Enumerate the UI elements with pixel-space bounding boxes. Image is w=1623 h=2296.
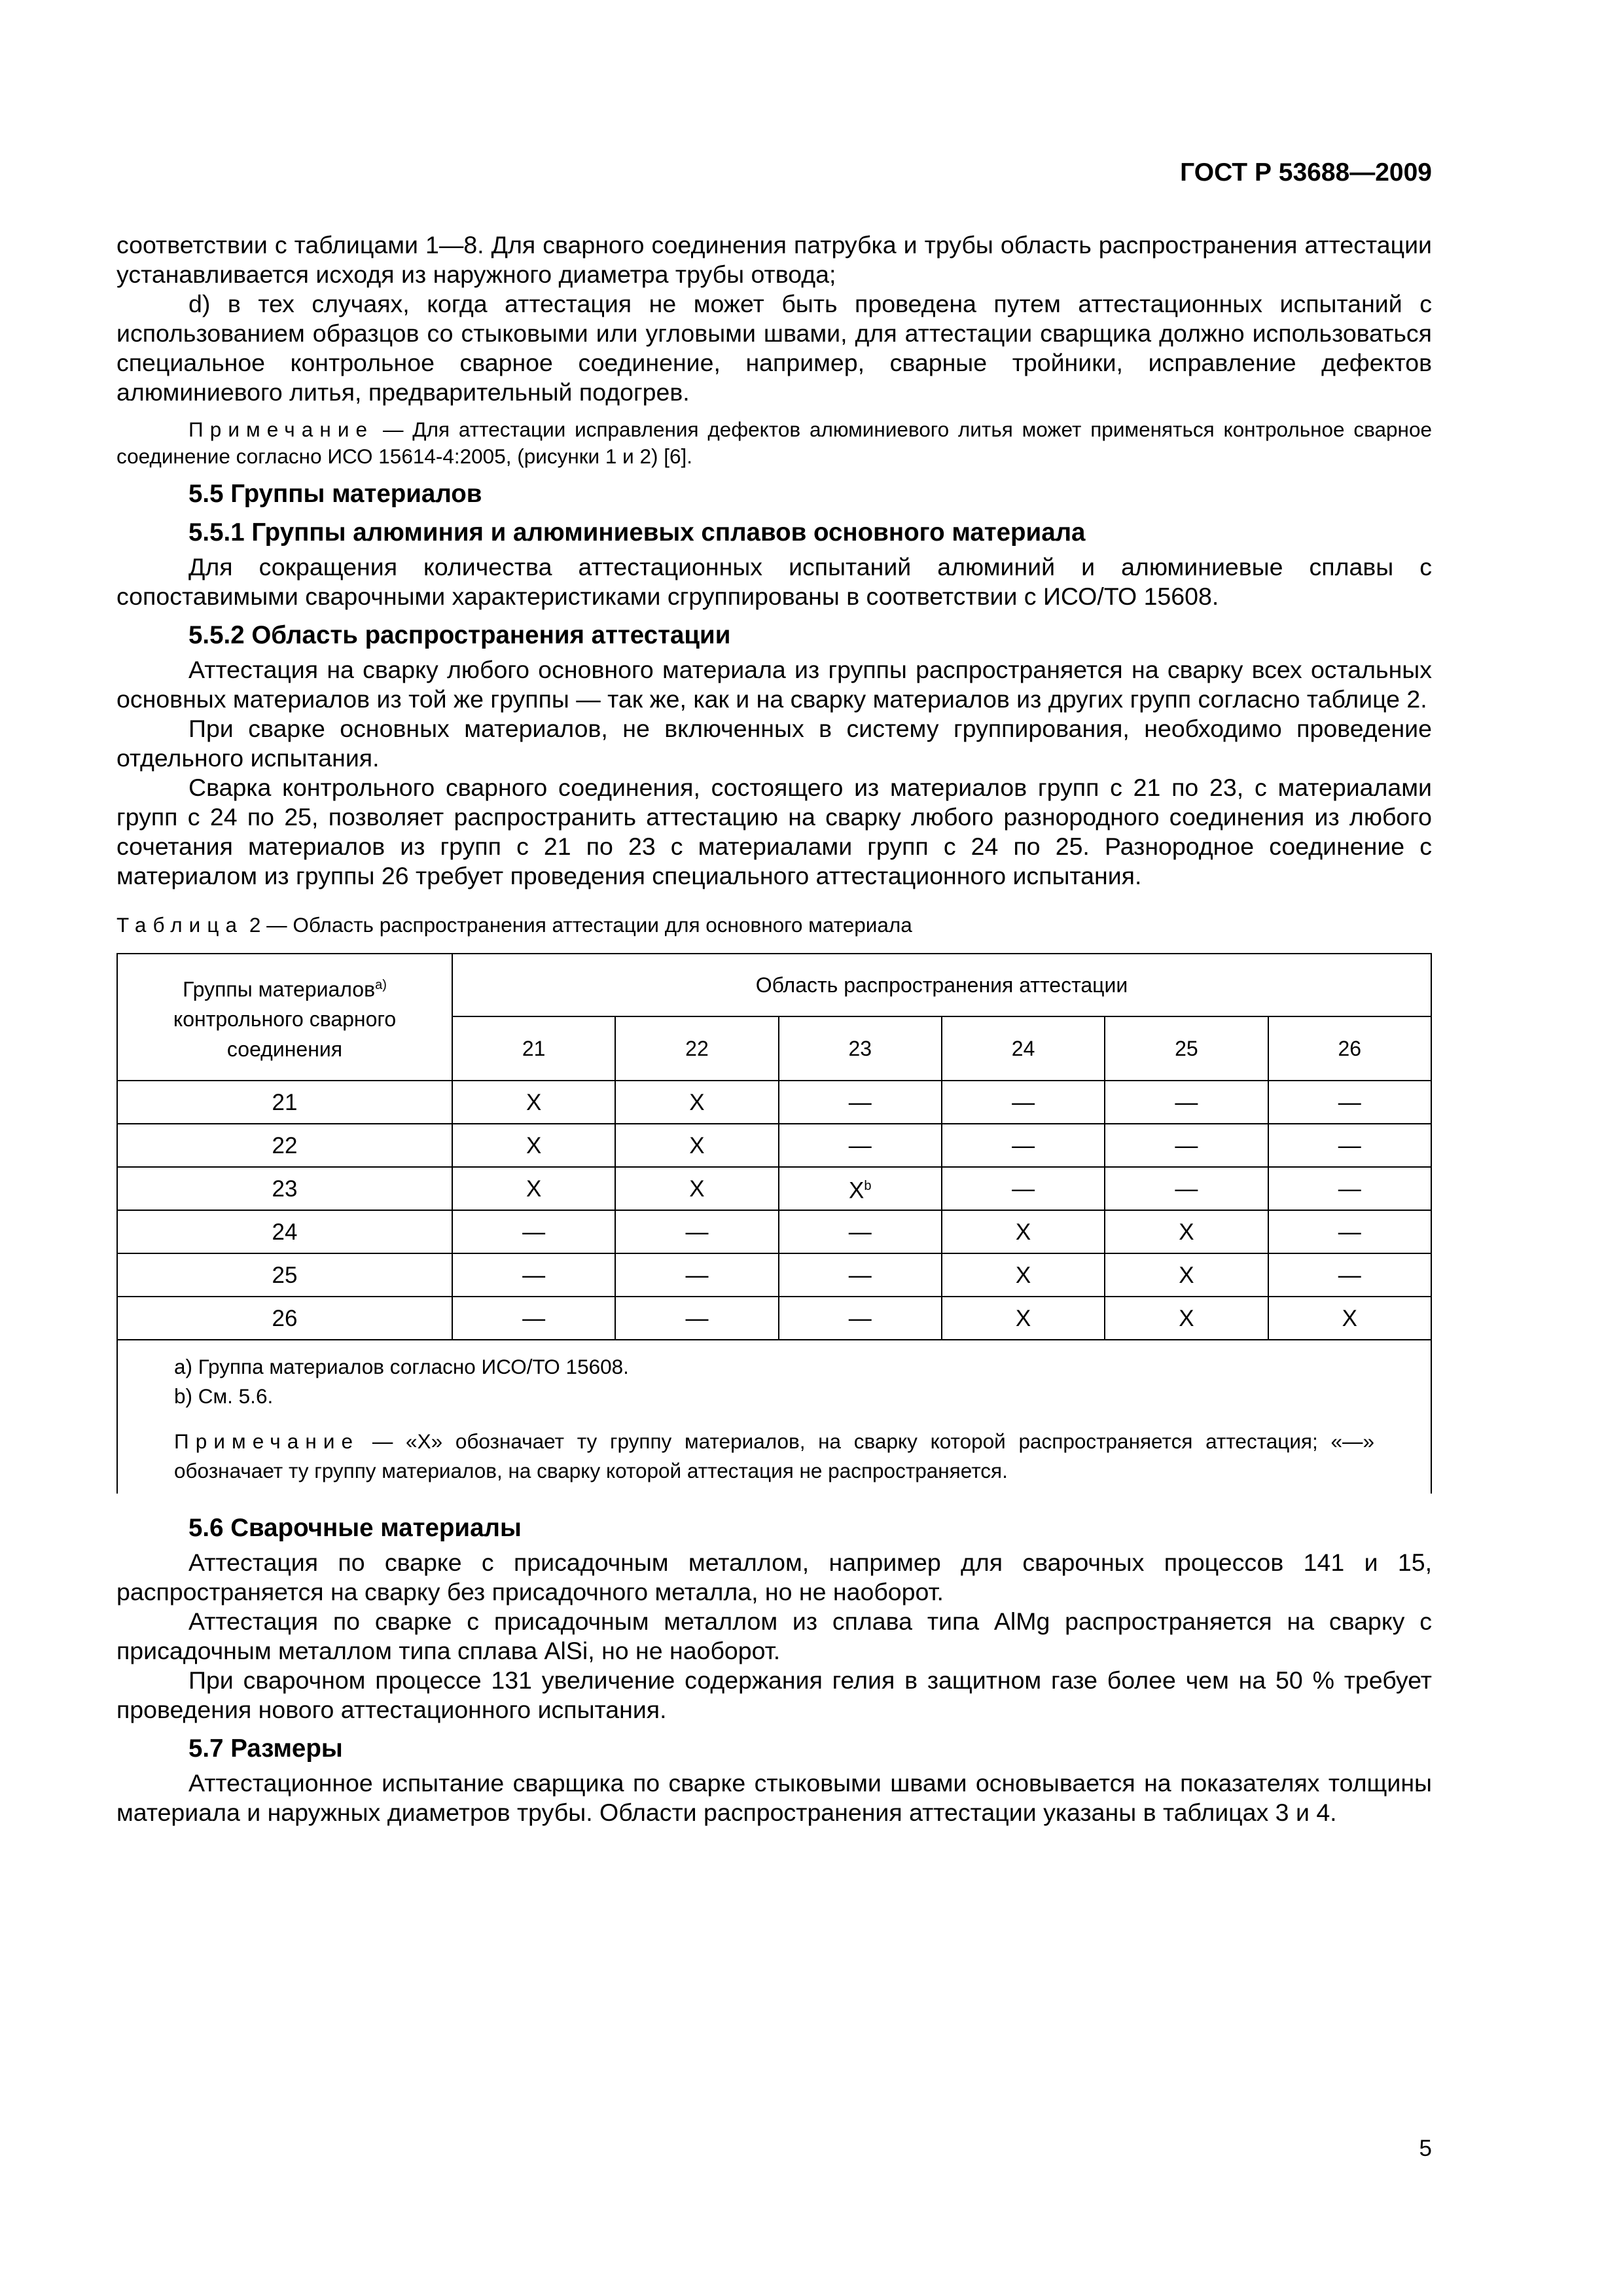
table-cell: — xyxy=(942,1124,1105,1167)
table-cell: X xyxy=(1105,1297,1268,1340)
table-cell: — xyxy=(779,1253,942,1297)
table-note xyxy=(174,1427,1374,1486)
column-header: 26 xyxy=(1268,1016,1431,1081)
table-cell: $X^b$ xyxy=(779,1167,942,1210)
table-cell: — xyxy=(1105,1124,1268,1167)
table-row xyxy=(117,1297,1431,1340)
table-cell: — xyxy=(1105,1167,1268,1210)
page-number: 5 xyxy=(1419,2136,1432,2161)
table-cell: — xyxy=(1268,1081,1431,1124)
section-heading: 5.5.1 Группы алюминия и алюминиевых сплавов основного материала xyxy=(188,518,1086,547)
table-label: Таблица xyxy=(116,913,244,937)
table-cell: 22 xyxy=(117,1124,452,1167)
table-cell: X xyxy=(615,1167,778,1210)
table-cell: — xyxy=(1268,1253,1431,1297)
paragraph: При сварочном процессе 131 увеличение содержания гелия в защитном газе более чем на 50 % требует проведения нового аттестационного испытания. xyxy=(116,1666,1432,1723)
footnote-b: b) См. 5.6. xyxy=(174,1384,274,1408)
column-header-range: Область распространения аттестации xyxy=(452,954,1431,1016)
note xyxy=(116,416,1432,470)
table-row xyxy=(117,1210,1431,1253)
paragraph: Аттестация по сварке с присадочным металлом из сплава типа AlMg распространяется на сварку с присадочным металлом типа сплава AlSi, но не наоборот. xyxy=(116,1607,1432,1664)
table-cell: X xyxy=(942,1253,1105,1297)
table-title: 2 — Область распространения аттестации для основного материала xyxy=(243,913,912,937)
table-cell: X xyxy=(452,1081,615,1124)
table-cell: — xyxy=(1268,1167,1431,1210)
document-id: ГОСТ Р 53688—2009 xyxy=(1180,158,1432,187)
table-cell: — xyxy=(942,1167,1105,1210)
column-header: 22 xyxy=(615,1016,778,1081)
table-cell: X xyxy=(942,1210,1105,1253)
table-cell: — xyxy=(942,1081,1105,1124)
table-row xyxy=(117,1167,1431,1210)
qualification-table xyxy=(116,953,1432,1494)
table-cell: X xyxy=(615,1124,778,1167)
paragraph: Сварка контрольного сварного соединения, состоящего из материалов групп с 21 по 23, с материалами групп с 24 по 25, позволяет распространить аттестацию на сварку любого разнородного соединения из любого сочетания материалов из групп с 21 по 23 с материалами групп с 24 по 25. Разнородное соединение с материалом из группы 26 требует проведения специального аттестационного испытания. xyxy=(116,774,1432,889)
paragraph: d) в тех случаях, когда аттестация не может быть проведена путем аттестационных испытаний с использованием образцов со стыковыми или угловыми швами, для аттестации сварщика должно использоваться специальное контрольное сварное соединение, например, сварные тройники, исправление дефектов алюминиевого литья, предварительный подогрев. xyxy=(116,290,1432,406)
table-cell: X xyxy=(452,1124,615,1167)
column-header: 25 xyxy=(1105,1016,1268,1081)
paragraph: соответствии с таблицами 1—8. Для сварного соединения патрубка и трубы область распространения аттестации устанавливается исходя из наружного диаметра трубы отвода; xyxy=(116,231,1432,288)
column-header: 23 xyxy=(779,1016,942,1081)
table-cell: — xyxy=(452,1297,615,1340)
table-cell: X xyxy=(1105,1210,1268,1253)
table-cell: X xyxy=(615,1081,778,1124)
table-cell: — xyxy=(779,1210,942,1253)
note-text: — Для аттестации исправления дефектов алюминиевого литья может применяться контрольное сварное соединение согласно ИСО 15614-4:2005, (рисунки 1 и 2) [6]. xyxy=(116,418,1432,468)
paragraph: Аттестация на сварку любого основного материала из группы распространяется на сварку всех остальных основных материалов из той же группы — так же, как и на сварку материалов из других групп согласно таблице 2. xyxy=(116,656,1432,713)
table-note-text: — «X» обозначает ту группу материалов, на сварку которой распространяется аттестация; «—» обозначает ту группу материалов, на сварку которой аттестация не распространяется. xyxy=(174,1429,1374,1482)
page-content xyxy=(116,230,1432,1827)
column-header-groups: Группы материалов$^{a)}$ контрольного сварного соединения xyxy=(117,954,452,1081)
table-cell: — xyxy=(779,1124,942,1167)
column-header: 21 xyxy=(452,1016,615,1081)
table-cell: — xyxy=(452,1253,615,1297)
paragraph: Аттестационное испытание сварщика по сварке стыковыми швами основывается на показателях толщины материала и наружных диаметров трубы. Области распространения аттестации указаны в таблицах 3 и 4. xyxy=(116,1769,1432,1826)
section-heading: 5.7 Размеры xyxy=(188,1734,343,1763)
table-cell: — xyxy=(615,1253,778,1297)
table-cell: X xyxy=(1105,1253,1268,1297)
table-cell: — xyxy=(779,1081,942,1124)
table-cell: — xyxy=(615,1297,778,1340)
table-cell: X xyxy=(1268,1297,1431,1340)
table-cell: — xyxy=(1268,1124,1431,1167)
footnote-a: a) Группа материалов согласно ИСО/ТО 15608. xyxy=(174,1355,629,1378)
table-cell: 26 xyxy=(117,1297,452,1340)
table-cell: X xyxy=(452,1167,615,1210)
table-note-label: Примечание xyxy=(174,1429,360,1453)
table-caption xyxy=(116,910,1432,940)
table-footnotes xyxy=(117,1340,1431,1494)
table-cell: 21 xyxy=(117,1081,452,1124)
table-cell: 25 xyxy=(117,1253,452,1297)
paragraph: Для сокращения количества аттестационных испытаний алюминий и алюминиевые сплавы с сопоставимыми сварочными характеристиками сгруппированы в соответствии с ИСО/ТО 15608. xyxy=(116,553,1432,610)
paragraph: При сварке основных материалов, не включенных в систему группирования, необходимо проведение отдельного испытания. xyxy=(116,715,1432,772)
section-heading: 5.6 Сварочные материалы xyxy=(188,1514,522,1542)
table-cell: — xyxy=(615,1210,778,1253)
table-row xyxy=(117,1124,1431,1167)
table-cell: — xyxy=(779,1297,942,1340)
table-cell: — xyxy=(452,1210,615,1253)
table-cell: — xyxy=(1268,1210,1431,1253)
table-cell: — xyxy=(1105,1081,1268,1124)
table-row xyxy=(117,1253,1431,1297)
table-cell: 24 xyxy=(117,1210,452,1253)
paragraph: Аттестация по сварке с присадочным металлом, например для сварочных процессов 141 и 15, распространяется на сварку без присадочного металла, но не наоборот. xyxy=(116,1549,1432,1605)
column-header: 24 xyxy=(942,1016,1105,1081)
table-cell: X xyxy=(942,1297,1105,1340)
table-row xyxy=(117,1081,1431,1124)
section-heading: 5.5.2 Область распространения аттестации xyxy=(188,621,731,649)
note-label: Примечание xyxy=(188,418,374,441)
table-cell: 23 xyxy=(117,1167,452,1210)
section-heading: 5.5 Группы материалов xyxy=(188,480,482,508)
